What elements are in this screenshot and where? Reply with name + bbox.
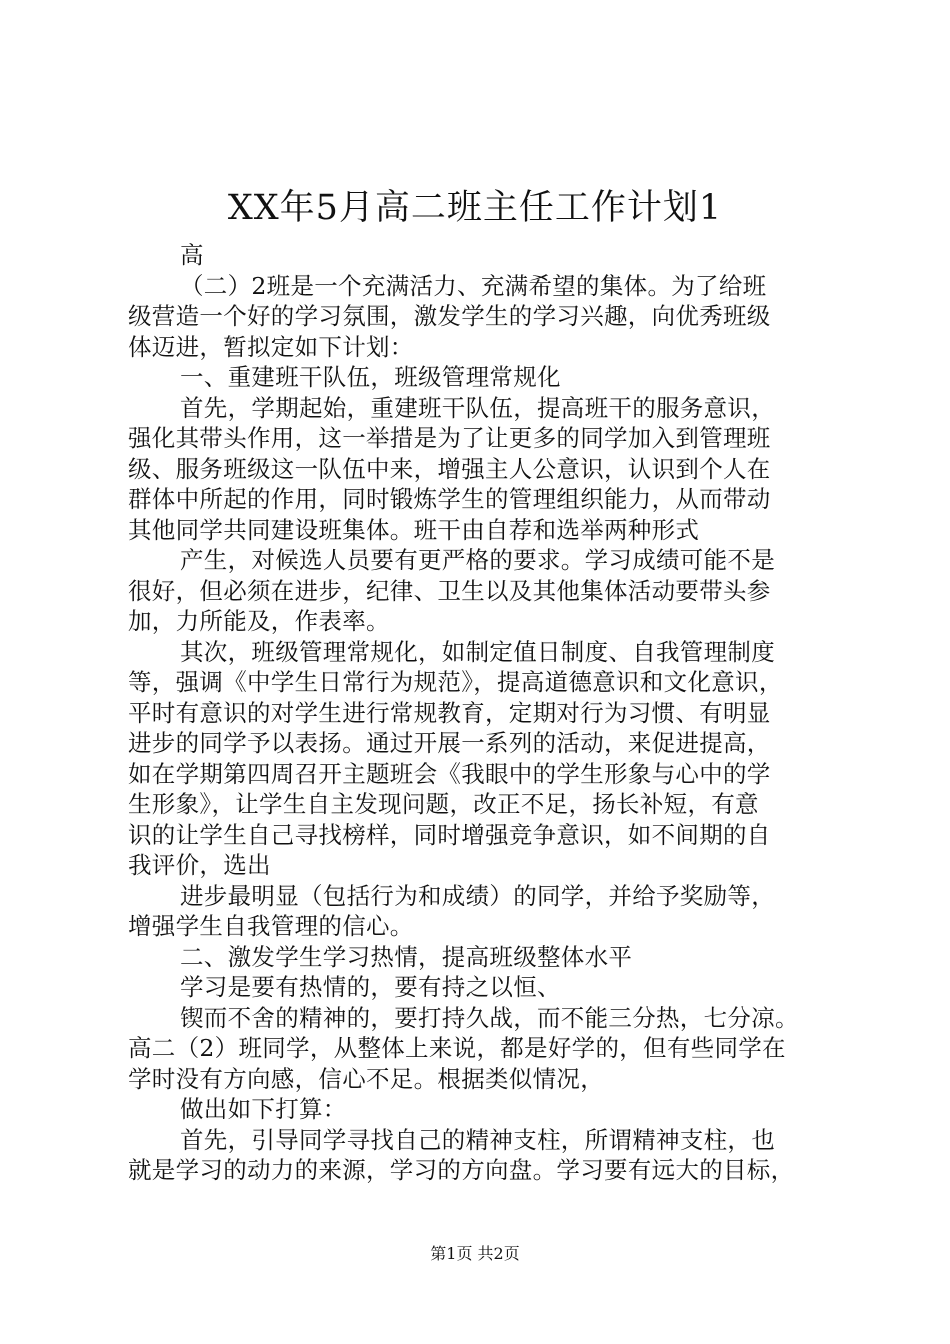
body-text-line: 加，力所能及，作表率。 <box>128 607 390 635</box>
body-text-line: 生形象》，让学生自主发现问题，改正不足，扬长补短，有意 <box>128 790 759 818</box>
body-text-line: 强化其带头作用，这一举措是为了让更多的同学加入到管理班 <box>128 424 771 452</box>
page-footer: 第1页 共2页 <box>430 1244 520 1263</box>
body-text-line: 进步的同学予以表扬。通过开展一系列的活动，来促进提高， <box>128 729 771 757</box>
document-title: XX年5月高二班主任工作计划1 <box>227 188 723 228</box>
body-text-line: 一、重建班干队伍，班级管理常规化 <box>180 363 561 391</box>
body-text-line: 识的让学生自己寻找榜样，同时增强竞争意识，如不间期的自 <box>128 820 771 849</box>
body-text-line: 平时有意识的对学生进行常规教育，定期对行为习惯、有明显 <box>128 698 771 727</box>
body-text-line: 产生，对候选人员要有更严格的要求。学习成绩可能不是 <box>180 546 775 574</box>
body-text-line: 体迈进，暂拟定如下计划： <box>128 332 414 361</box>
body-text-line: 二、激发学生学习热情，提高班级整体水平 <box>180 942 633 971</box>
document-body <box>128 240 848 1186</box>
body-text-line: 锲而不舍的精神的，要打持久战，而不能三分热，七分凉。 <box>180 1003 799 1032</box>
body-text-line: 增强学生自我管理的信心。 <box>128 912 414 940</box>
body-text-line: 等，强调《中学生日常行为规范》，提高道德意识和文化意识， <box>128 668 783 696</box>
body-text-line: 很好，但必须在进步，纪律、卫生以及其他集体活动要带头参 <box>128 576 771 605</box>
body-text-line: 高二（2）班同学，从整体上来说，都是好学的，但有些同学在 <box>128 1034 786 1062</box>
body-text-line: 首先，引导同学寻找自己的精神支柱，所谓精神支柱，也 <box>180 1125 775 1154</box>
body-text-line: 级、服务班级这一队伍中来，增强主人公意识，认识到个人在 <box>128 454 771 483</box>
body-text-line: 进步最明显（包括行为和成绩）的同学，并给予奖励等， <box>180 881 775 910</box>
body-text-line: 首先，学期起始，重建班干队伍，提高班干的服务意识， <box>180 393 775 422</box>
body-text-line: 做出如下打算： <box>180 1095 347 1123</box>
body-text-line: 其次，班级管理常规化，如制定值日制度、自我管理制度 <box>180 637 775 666</box>
body-text-line: 群体中所起的作用，同时锻炼学生的管理组织能力，从而带动 <box>128 485 771 513</box>
body-text-line: 高 <box>180 241 204 269</box>
body-text-line: 学习是要有热情的，要有持之以恒、 <box>180 973 561 1001</box>
body-text-line: （二）2班是一个充满活力、充满希望的集体。为了给班 <box>180 271 767 300</box>
body-text-line: 我评价，选出 <box>128 851 271 879</box>
body-text-line: 学时没有方向感，信心不足。根据类似情况， <box>128 1064 604 1093</box>
body-text-line: 就是学习的动力的来源，学习的方向盘。学习要有远大的目标， <box>128 1156 795 1184</box>
body-text-line: 其他同学共同建设班集体。班干由自荐和选举两种形式 <box>128 515 700 544</box>
body-text-line: 级营造一个好的学习氛围，激发学生的学习兴趣，向优秀班级 <box>128 302 771 330</box>
body-text-line: 如在学期第四周召开主题班会《我眼中的学生形象与心中的学 <box>128 759 771 788</box>
